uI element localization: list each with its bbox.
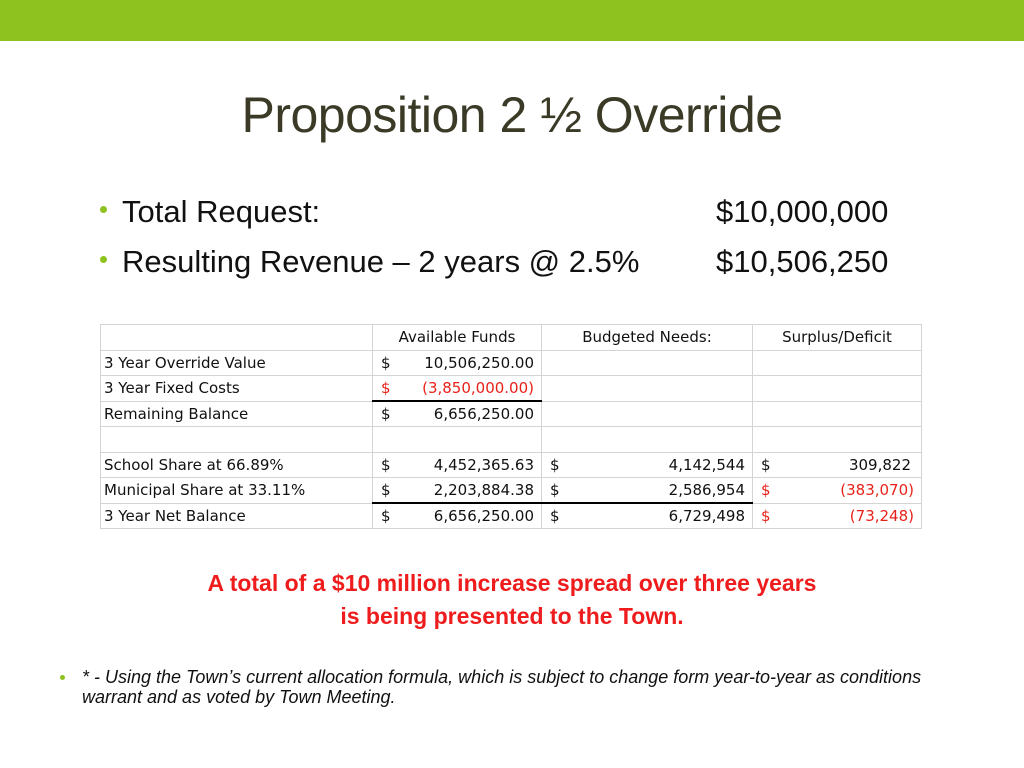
table-header-row xyxy=(101,325,922,351)
budgeted-cell xyxy=(542,376,753,402)
surplus-cell xyxy=(753,478,922,504)
table-row xyxy=(101,452,922,478)
currency-symbol: $ xyxy=(550,481,560,499)
currency-symbol: $ xyxy=(381,455,391,474)
currency-symbol: $ xyxy=(381,405,391,423)
budgeted-amount: 6,729,498 xyxy=(668,507,745,525)
available-amount: (3,850,000.00) xyxy=(422,379,534,397)
surplus-cell xyxy=(753,376,922,402)
slide-title: Proposition 2 ½ Override xyxy=(241,87,783,143)
available-amount: 6,656,250.00 xyxy=(433,507,534,525)
currency-symbol: $ xyxy=(761,506,771,525)
bullet-value: $10,506,250 xyxy=(716,244,889,279)
available-cell xyxy=(373,376,542,402)
bullet-dot-icon xyxy=(100,206,107,213)
row-label xyxy=(101,427,373,453)
available-cell xyxy=(373,401,542,427)
budgeted-cell xyxy=(542,401,753,427)
surplus-amount: (383,070) xyxy=(840,481,914,499)
available-cell xyxy=(373,503,542,529)
surplus-amount: (73,248) xyxy=(849,506,914,525)
currency-symbol: $ xyxy=(761,481,771,499)
budgeted-cell xyxy=(542,478,753,504)
surplus-cell xyxy=(753,350,922,376)
top-accent-bar xyxy=(0,0,1024,41)
available-amount: 2,203,884.38 xyxy=(433,481,534,499)
table-row xyxy=(101,401,922,427)
currency-symbol: $ xyxy=(550,455,560,474)
available-amount: 4,452,365.63 xyxy=(433,455,534,474)
bullet-dot-icon xyxy=(60,675,65,680)
currency-symbol: $ xyxy=(761,455,771,474)
header-surplus-deficit: Surplus/Deficit xyxy=(753,325,922,351)
highlight-message-line2: is being presented to the Town. xyxy=(340,603,684,629)
row-label: 3 Year Fixed Costs xyxy=(101,376,373,402)
available-amount: 6,656,250.00 xyxy=(433,405,534,423)
highlight-message-line1: A total of a $10 million increase spread over three years xyxy=(207,570,817,596)
available-amount: 10,506,250.00 xyxy=(424,353,534,372)
currency-symbol: $ xyxy=(381,507,391,525)
currency-symbol: $ xyxy=(381,353,391,372)
surplus-cell xyxy=(753,427,922,453)
row-label: Municipal Share at 33.11% xyxy=(101,478,373,504)
bullet-dot-icon xyxy=(100,256,107,263)
surplus-cell xyxy=(753,452,922,478)
surplus-cell xyxy=(753,503,922,529)
surplus-cell xyxy=(753,401,922,427)
budgeted-cell xyxy=(542,452,753,478)
bullet-label: Resulting Revenue – 2 years @ 2.5% xyxy=(122,244,640,279)
bullet-resulting-revenue xyxy=(100,244,920,284)
row-label: School Share at 66.89% xyxy=(101,452,373,478)
row-label: 3 Year Net Balance xyxy=(101,503,373,529)
budgeted-cell xyxy=(542,427,753,453)
budgeted-cell xyxy=(542,503,753,529)
currency-symbol: $ xyxy=(550,507,560,525)
bullet-label: Total Request: xyxy=(122,194,321,229)
bullet-total-request xyxy=(100,194,920,234)
table-row xyxy=(101,427,922,453)
table-row xyxy=(101,350,922,376)
surplus-amount: 309,822 xyxy=(848,455,911,474)
available-cell xyxy=(373,350,542,376)
available-cell xyxy=(373,452,542,478)
row-label: Remaining Balance xyxy=(101,401,373,427)
currency-symbol: $ xyxy=(381,481,391,499)
budgeted-amount: 2,586,954 xyxy=(668,481,745,499)
header-budgeted-needs: Budgeted Needs: xyxy=(542,325,753,351)
footnote-text: * - Using the Town’s current allocation formula, which is subject to change form year-to-year as conditions warrant and as voted by Town Meeting. xyxy=(82,667,922,707)
available-cell xyxy=(373,478,542,504)
row-label: 3 Year Override Value xyxy=(101,350,373,376)
table-row xyxy=(101,478,922,504)
budgeted-cell xyxy=(542,350,753,376)
bullet-value: $10,000,000 xyxy=(716,194,889,229)
currency-symbol: $ xyxy=(381,379,391,397)
table-row xyxy=(101,376,922,402)
header-available-funds: Available Funds xyxy=(373,325,542,351)
funds-table xyxy=(100,324,922,529)
table-row xyxy=(101,503,922,529)
available-cell xyxy=(373,427,542,453)
header-blank xyxy=(101,325,373,351)
budgeted-amount: 4,142,544 xyxy=(668,455,745,474)
